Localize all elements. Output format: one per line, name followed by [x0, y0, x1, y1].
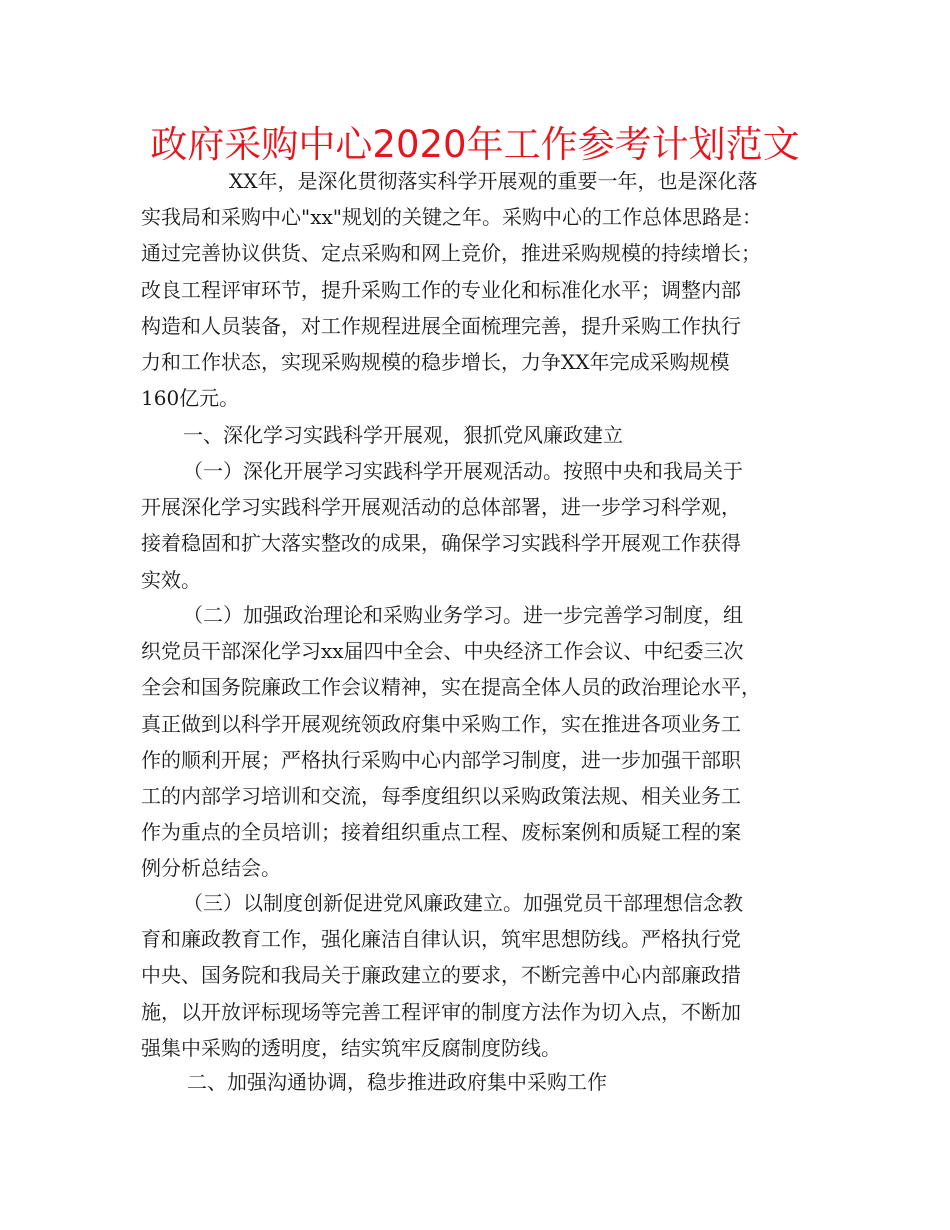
- paragraph-three: [141, 885, 811, 1066]
- paragraph-one: [141, 453, 811, 598]
- paragraph-line: 作为重点的全员培训；接着组织重点工程、废标案例和质疑工程的案: [141, 820, 741, 845]
- section-heading: [141, 417, 811, 453]
- paragraph-line: 中央、国务院和我局关于廉政建立的要求，不断完善中心内部廉政措: [141, 963, 741, 988]
- paragraph-line: 育和廉政教育工作，强化廉洁自律认识，筑牢思想防线。严格执行党: [141, 927, 741, 952]
- paragraph-line: 施，以开放评标现场等完善工程评审的制度方法作为切入点，不断加: [141, 999, 741, 1024]
- paragraph-line: 真正做到以科学开展观统领政府集中采购工作，实在推进各项业务工: [141, 711, 741, 736]
- paragraph-line: 强集中采购的透明度，结实筑牢反腐制度防线。: [141, 1035, 561, 1060]
- paragraph-line: 作的顺利开展；严格执行采购中心内部学习制度，进一步加强干部职: [141, 747, 741, 772]
- paragraph-line: 通过完善协议供货、定点采购和网上竞价，推进采购规模的持续增长；: [141, 241, 761, 266]
- paragraph-two: [141, 597, 811, 887]
- paragraph-line: 例分析总结会。: [141, 856, 281, 881]
- paragraph-line: 工的内部学习培训和交流，每季度组织以采购政策法规、相关业务工: [141, 783, 741, 808]
- paragraph-line: 全会和国务院廉政工作会议精神，实在提高全体人员的政治理论水平，: [141, 675, 761, 700]
- paragraph-line: 构造和人员装备，对工作规程进展全面梳理完善，提升采购工作执行: [141, 313, 741, 338]
- paragraph-line: XX年，是深化贯彻落实科学开展观的重要一年，也是深化落: [229, 169, 758, 193]
- paragraph-line: 改良工程评审环节，提升采购工作的专业化和标准化水平；调整内部: [141, 277, 741, 302]
- paragraph-line: 接着稳固和扩大落实整改的成果，确保学习实践科学开展观工作获得: [141, 531, 741, 556]
- section-heading-text: 二、加强沟通协调，稳步推进政府集中采购工作: [187, 1070, 607, 1094]
- paragraph-line: 织党员干部深化学习xx届四中全会、中央经济工作会议、中纪委三次: [141, 639, 744, 664]
- intro-paragraph: [141, 163, 811, 416]
- paragraph-line: 力和工作状态，实现采购规模的稳步增长，力争XX年完成采购规模: [141, 349, 730, 374]
- document-title: 政府采购中心2020年工作参考计划范文: [150, 123, 800, 166]
- paragraph-line: （一）深化开展学习实践科学开展观活动。按照中央和我局关于: [183, 459, 743, 483]
- paragraph-line: （三）以制度创新促进党风廉政建立。加强党员干部理想信念教: [183, 891, 743, 915]
- section-heading-text: 一、深化学习实践科学开展观，狠抓党风廉政建立: [183, 423, 623, 447]
- section-heading: [141, 1064, 811, 1100]
- paragraph-line: 实我局和采购中心"xx"规划的关键之年。采购中心的工作总体思路是：: [141, 205, 762, 230]
- paragraph-line: （二）加强政治理论和采购业务学习。进一步完善学习制度，组: [183, 603, 743, 627]
- paragraph-line: 实效。: [141, 567, 201, 592]
- paragraph-line: 开展深化学习实践科学开展观活动的总体部署，进一步学习科学观，: [141, 495, 741, 520]
- paragraph-line: 160亿元。: [141, 386, 240, 411]
